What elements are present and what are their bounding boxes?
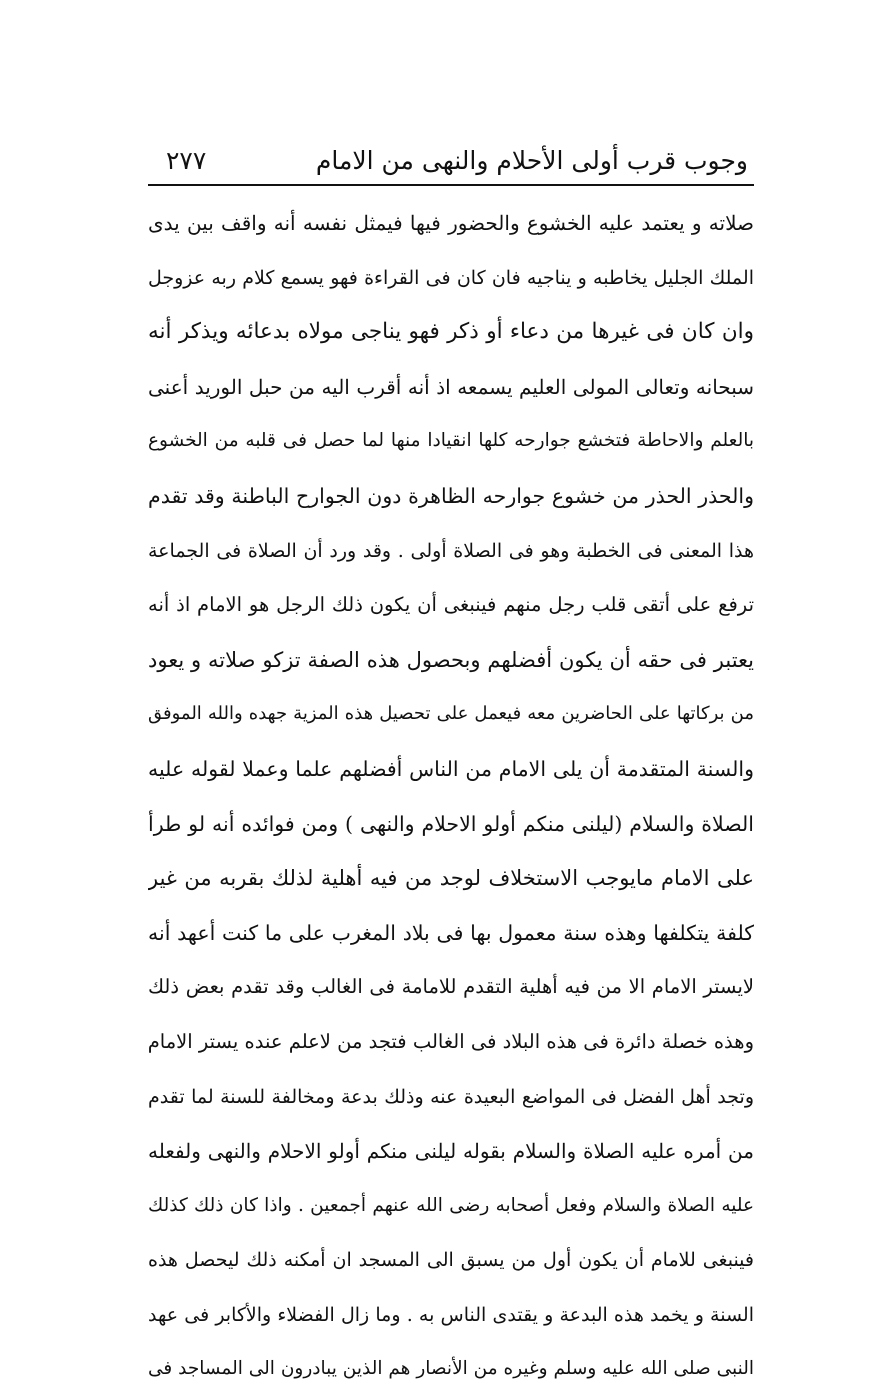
- text-line: صلاته و يعتمد عليه الخشوع والحضور فيها فيمثل نفسه أنه واقف بين يدى: [148, 211, 754, 235]
- text-line: بالعلم والاحاطة فتخشع جوارحه كلها انقيادا منها لما حصل فى قلبه من الخشوع: [148, 430, 754, 452]
- text-line: ترفع على أتقى قلب رجل منهم فينبغى أن يكون ذلك الرجل هو الامام اذ أنه: [148, 593, 754, 617]
- text-line: سبحانه وتعالى المولى العليم يسمعه اذ أنه أقرب اليه من حبل الوريد أعنى: [148, 374, 754, 399]
- page-number: ٢٧٧: [166, 146, 207, 175]
- text-line: عليه الصلاة والسلام وفعل أصحابه رضى الله عنهم أجمعين . واذا كان ذلك كذلك: [148, 1194, 754, 1216]
- text-line: على الامام مايوجب الاستخلاف لوجد من فيه أهلية لذلك بقربه من غير: [148, 866, 754, 891]
- text-line: لايستر الامام الا من فيه أهلية التقدم للامامة فى الغالب وقد تقدم بعض ذلك: [148, 975, 754, 999]
- text-line: هذا المعنى فى الخطبة وهو فى الصلاة أولى . وقد ورد أن الصلاة فى الجماعة: [148, 539, 754, 562]
- text-line: من أمره عليه الصلاة والسلام بقوله ليلنى منكم أولو الاحلام والنهى ولفعله: [148, 1139, 754, 1164]
- text-line: والسنة المتقدمة أن يلى الامام من الناس أفضلهم علما وعملا لقوله عليه: [148, 756, 754, 781]
- running-header: [148, 140, 754, 184]
- text-line: والحذر الحذر من خشوع جوارحه الظاهرة دون الجوارح الباطنة وقد تقدم: [148, 483, 754, 508]
- text-line: الصلاة والسلام (ليلنى منكم أولو الاحلام والنهى ) ومن فوائده أنه لو طرأ: [148, 811, 754, 836]
- text-line: الملك الجليل يخاطبه و يناجيه فان كان فى القراءة فهو يسمع كلام ربه عزوجل: [148, 266, 754, 289]
- text-line: وهذه خصلة دائرة فى هذه البلاد فى الغالب فتجد من لاعلم عنده يستر الامام: [148, 1029, 754, 1053]
- text-line: كلفة يتكلفها وهذه سنة معمول بها فى بلاد المغرب على ما كنت أعهد أنه: [148, 920, 754, 945]
- text-line: وان كان فى غيرها من دعاء أو ذكر فهو يناجى مولاه بدعائه ويذكر أنه: [148, 319, 754, 345]
- text-line: فينبغى للامام أن يكون أول من يسبق الى المسجد ان أمكنه ذلك ليحصل هذه: [148, 1249, 754, 1272]
- text-line: يعتبر فى حقه أن يكون أفضلهم وبحصول هذه الصفة تزكو صلاته و يعود: [148, 647, 754, 672]
- text-line: من بركاتها على الحاضرين معه فيعمل على تحصيل هذه المزية جهده والله الموفق: [148, 703, 754, 725]
- running-title: وجوب قرب أولى الأحلام والنهى من الامام: [315, 146, 748, 175]
- header-rule: [148, 184, 754, 186]
- text-line: النبى صلى الله عليه وسلم وغيره من الأنصار هم الذين يبادرون الى المساجد فى: [148, 1358, 754, 1380]
- text-line: السنة و يخمد هذه البدعة و يقتدى الناس به . وما زال الفضلاء والأكابر فى عهد: [148, 1303, 754, 1326]
- body-text: [148, 196, 754, 1397]
- text-line: وتجد أهل الفضل فى المواضع البعيدة عنه وذلك بدعة ومخالفة للسنة لما تقدم: [148, 1085, 754, 1108]
